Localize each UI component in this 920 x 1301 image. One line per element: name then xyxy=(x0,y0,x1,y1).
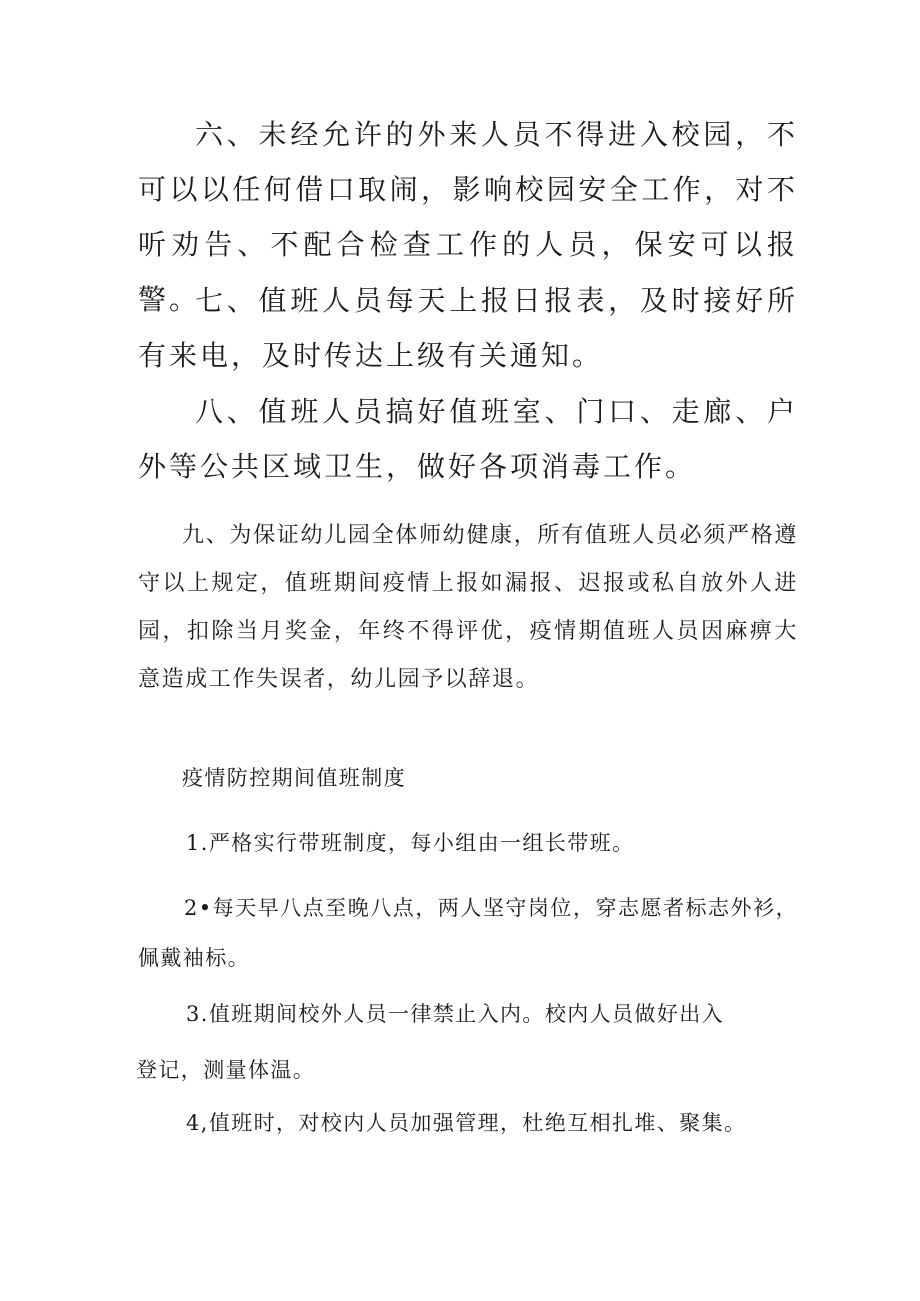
paragraph-8: 八、值班人员搞好值班室、门口、走廊、户外等公共区域卫生，做好各项消毒工作。 xyxy=(138,395,798,483)
paragraph-6: 六、未经允许的外来人员不得进入校园，不可以以任何借口取闹，影响校园安全工作，对不听劝告、不配合检查工作的人员，保安可以报警。 xyxy=(138,118,798,316)
paragraph-7: 七、值班人员每天上报日报表，及时接好所有来电，及时传达上级有关通知。 xyxy=(138,284,798,372)
paragraph-9: 九、为保证幼儿园全体师幼健康，所有值班人员必须严格遵守以上规定，值班期间疫情上报如漏报、迟报或私自放外人进园，扣除当月奖金，年终不得评优，疫情期值班人员因麻痹大意造成工作失误者，幼儿园予以辞退。 xyxy=(138,523,798,692)
list-item-2: 2•每天早八点至晚八点，两人坚守岗位，穿志愿者标志外衫，佩戴袖标。 xyxy=(138,896,798,970)
list-item-4: 4,值班时，对校内人员加强管理，杜绝互相扎堆、聚集。 xyxy=(186,1111,747,1135)
section-title: 疫情防控期间值班制度 xyxy=(182,766,406,790)
list-item-3-line-1: 3.值班期间校外人员一律禁止入内。校内人员做好出入 xyxy=(186,1002,725,1026)
list-item-3-line-2: 登记，测量体温。 xyxy=(136,1058,316,1082)
list-item-1: 1.严格实行带班制度，每小组由一组长带班。 xyxy=(186,831,635,855)
